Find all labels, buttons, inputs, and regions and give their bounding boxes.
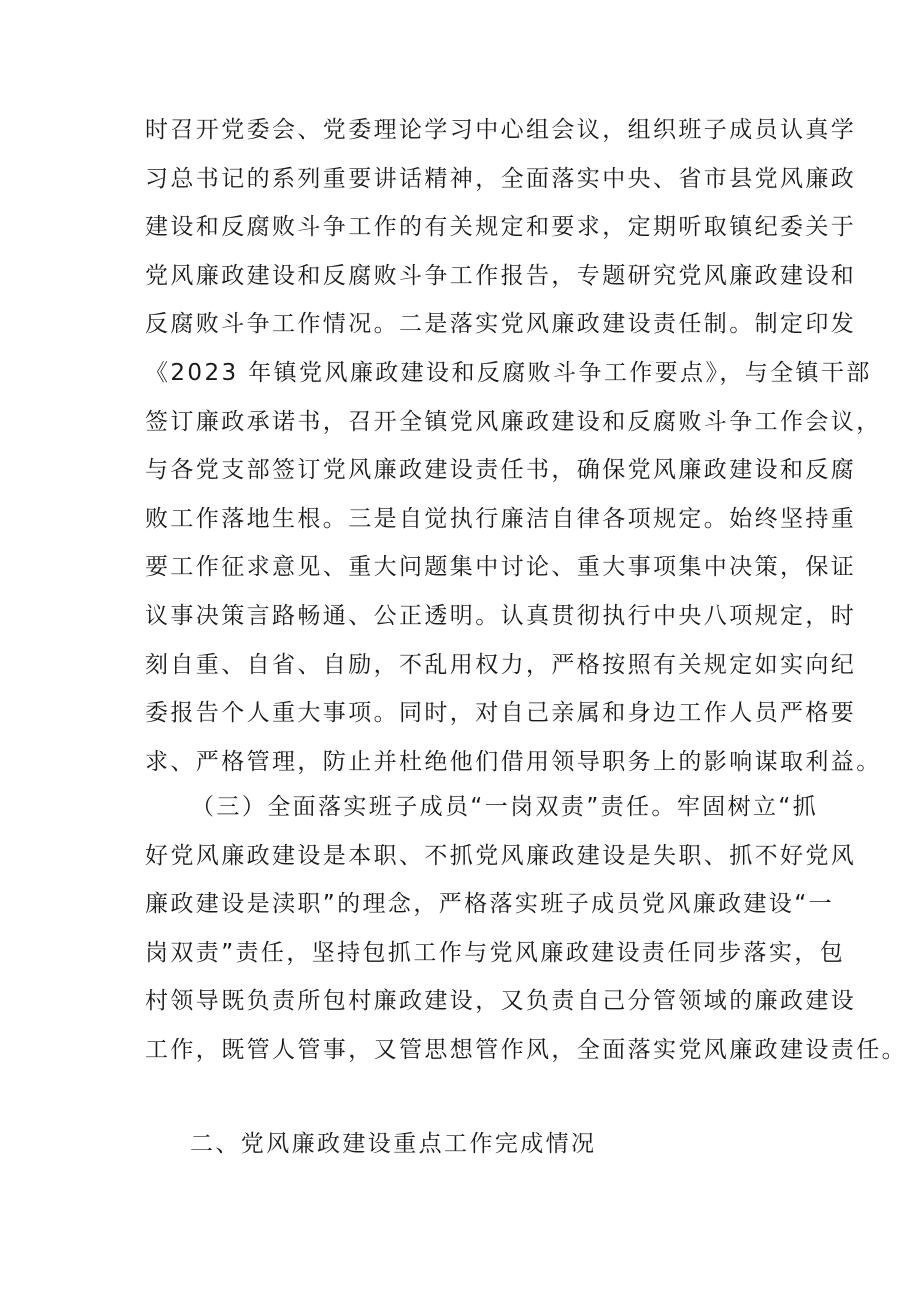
text-line: 求、严格管理，防止并杜绝他们借用领导职务上的影响谋取利益。 [145, 748, 882, 775]
text-line: 时召开党委会、党委理论学习中心组会议，组织班子成员认真学 [145, 117, 857, 143]
text-line: 村领导既负责所包村廉政建设，又负责自己分管领域的廉政建设 [145, 988, 857, 1015]
text-line: 委报告个人重大事项。同时，对自己亲属和身边工作人员严格要 [145, 700, 857, 727]
text-line: 败工作落地生根。三是自觉执行廉洁自律各项规定。始终坚持重 [145, 505, 857, 532]
text-line: 习总书记的系列重要讲话精神，全面落实中央、省市县党风廉政 [145, 165, 857, 192]
text-line: 廉政建设是渎职”的理念，严格落实班子成员党风廉政建设“一 [145, 891, 835, 918]
text-line: 要工作征求意见、重大问题集中讨论、重大事项集中决策，保证 [145, 554, 857, 581]
text-line: （三）全面落实班子成员“一岗双责”责任。牢固树立“抓 [191, 794, 819, 820]
text-line: 党风廉政建设和反腐败斗争工作报告，专题研究党风廉政建设和 [145, 262, 857, 289]
paragraph-1 [145, 106, 882, 786]
text-line: 刻自重、自省、自励，不乱用权力，严格按照有关规定如实向纪 [145, 651, 857, 678]
text-line: 议事决策言路畅通、公正透明。认真贯彻执行中央八项规定，时 [145, 602, 857, 629]
text-line: 反腐败斗争工作情况。二是落实党风廉政建设责任制。制定印发 [145, 311, 857, 338]
paragraph-2 [145, 783, 907, 1075]
text-line: 建设和反腐败斗争工作的有关规定和要求，定期听取镇纪委关于 [145, 214, 857, 241]
text-line: 签订廉政承诺书，召开全镇党风廉政建设和反腐败斗争工作会议， [145, 408, 882, 435]
text-line: 好党风廉政建设是本职、不抓党风廉政建设是失职、抓不好党风 [145, 842, 857, 869]
section-heading: 二、党风廉政建设重点工作完成情况 [190, 1131, 597, 1157]
text-line: 工作，既管人管事，又管思想管作风，全面落实党风廉政建设责任。 [145, 1036, 907, 1063]
text-line: 《2023 年镇党风廉政建设和反腐败斗争工作要点》，与全镇干部 [145, 359, 872, 386]
text-line: 与各党支部签订党风廉政建设责任书，确保党风廉政建设和反腐 [145, 457, 857, 484]
text-line: 岗双责”责任，坚持包抓工作与党风廉政建设责任同步落实，包 [145, 939, 846, 966]
